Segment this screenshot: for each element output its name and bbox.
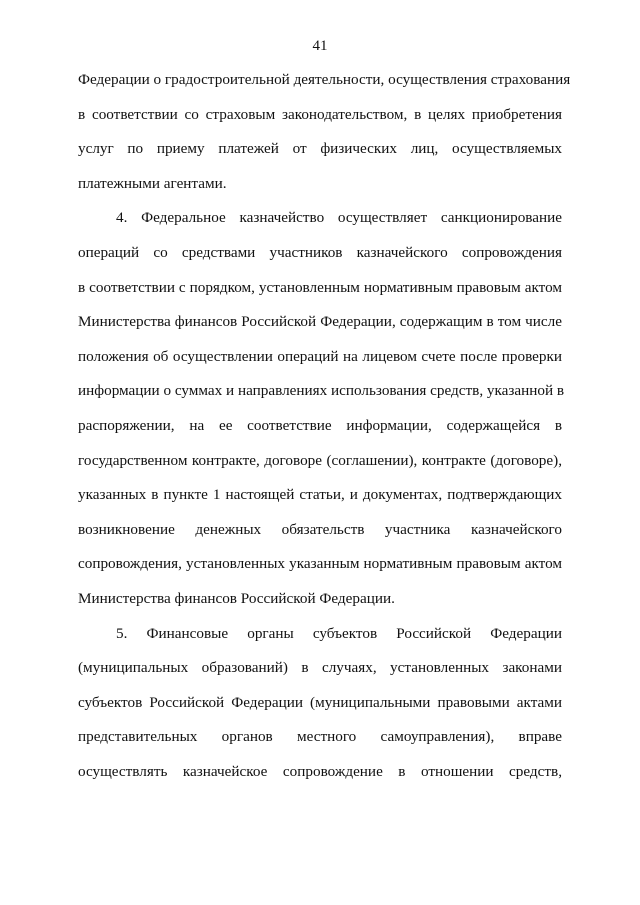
text-line: положения об осуществлении операций на лицевом счете после проверки (78, 347, 562, 365)
text-line: осуществлять казначейское сопровождение в отношении средств, (78, 762, 562, 780)
text-line: государственном контракте, договоре (соглашении), контракте (договоре), (78, 451, 562, 469)
text-line: распоряжении, на ее соответствие информации, содержащейся в (78, 416, 562, 434)
text-line: сопровождения, установленных указанным нормативным правовым актом (78, 555, 562, 573)
text-line: (муниципальных образований) в случаях, установленных законами (78, 659, 562, 677)
text-line: Федерации о градостроительной деятельности, осуществления страхования (78, 71, 571, 88)
text-line: Министерства финансов Российской Федерации. (78, 589, 395, 607)
text-line: указанных в пункте 1 настоящей статьи, и документах, подтверждающих (78, 486, 562, 504)
text-line: платежными агентами. (78, 174, 227, 192)
text-line: информации о суммах и направлениях использования средств, указанной в (78, 382, 565, 400)
text-line: представительных органов местного самоуправления), вправе (78, 728, 562, 746)
text-line: 4. Федеральное казначейство осуществляет санкционирование (116, 209, 562, 227)
text-line: в соответствии с порядком, установленным нормативным правовым актом (78, 278, 562, 296)
text-line: субъектов Российской Федерации (муниципальными правовыми актами (78, 693, 562, 711)
text-line: Министерства финансов Российской Федерации, содержащим в том числе (78, 313, 562, 331)
page-number: 41 (312, 38, 328, 54)
text-line: операций со средствами участников казначейского сопровождения (78, 243, 562, 261)
text-line: услуг по приему платежей от физических лиц, осуществляемых (78, 140, 562, 158)
document-body (78, 70, 571, 796)
text-line: 5. Финансовые органы субъектов Российской Федерации (116, 624, 562, 642)
text-line: возникновение денежных обязательств участника казначейского (78, 520, 562, 538)
text-line: в соответствии со страховым законодательством, в целях приобретения (78, 105, 562, 123)
